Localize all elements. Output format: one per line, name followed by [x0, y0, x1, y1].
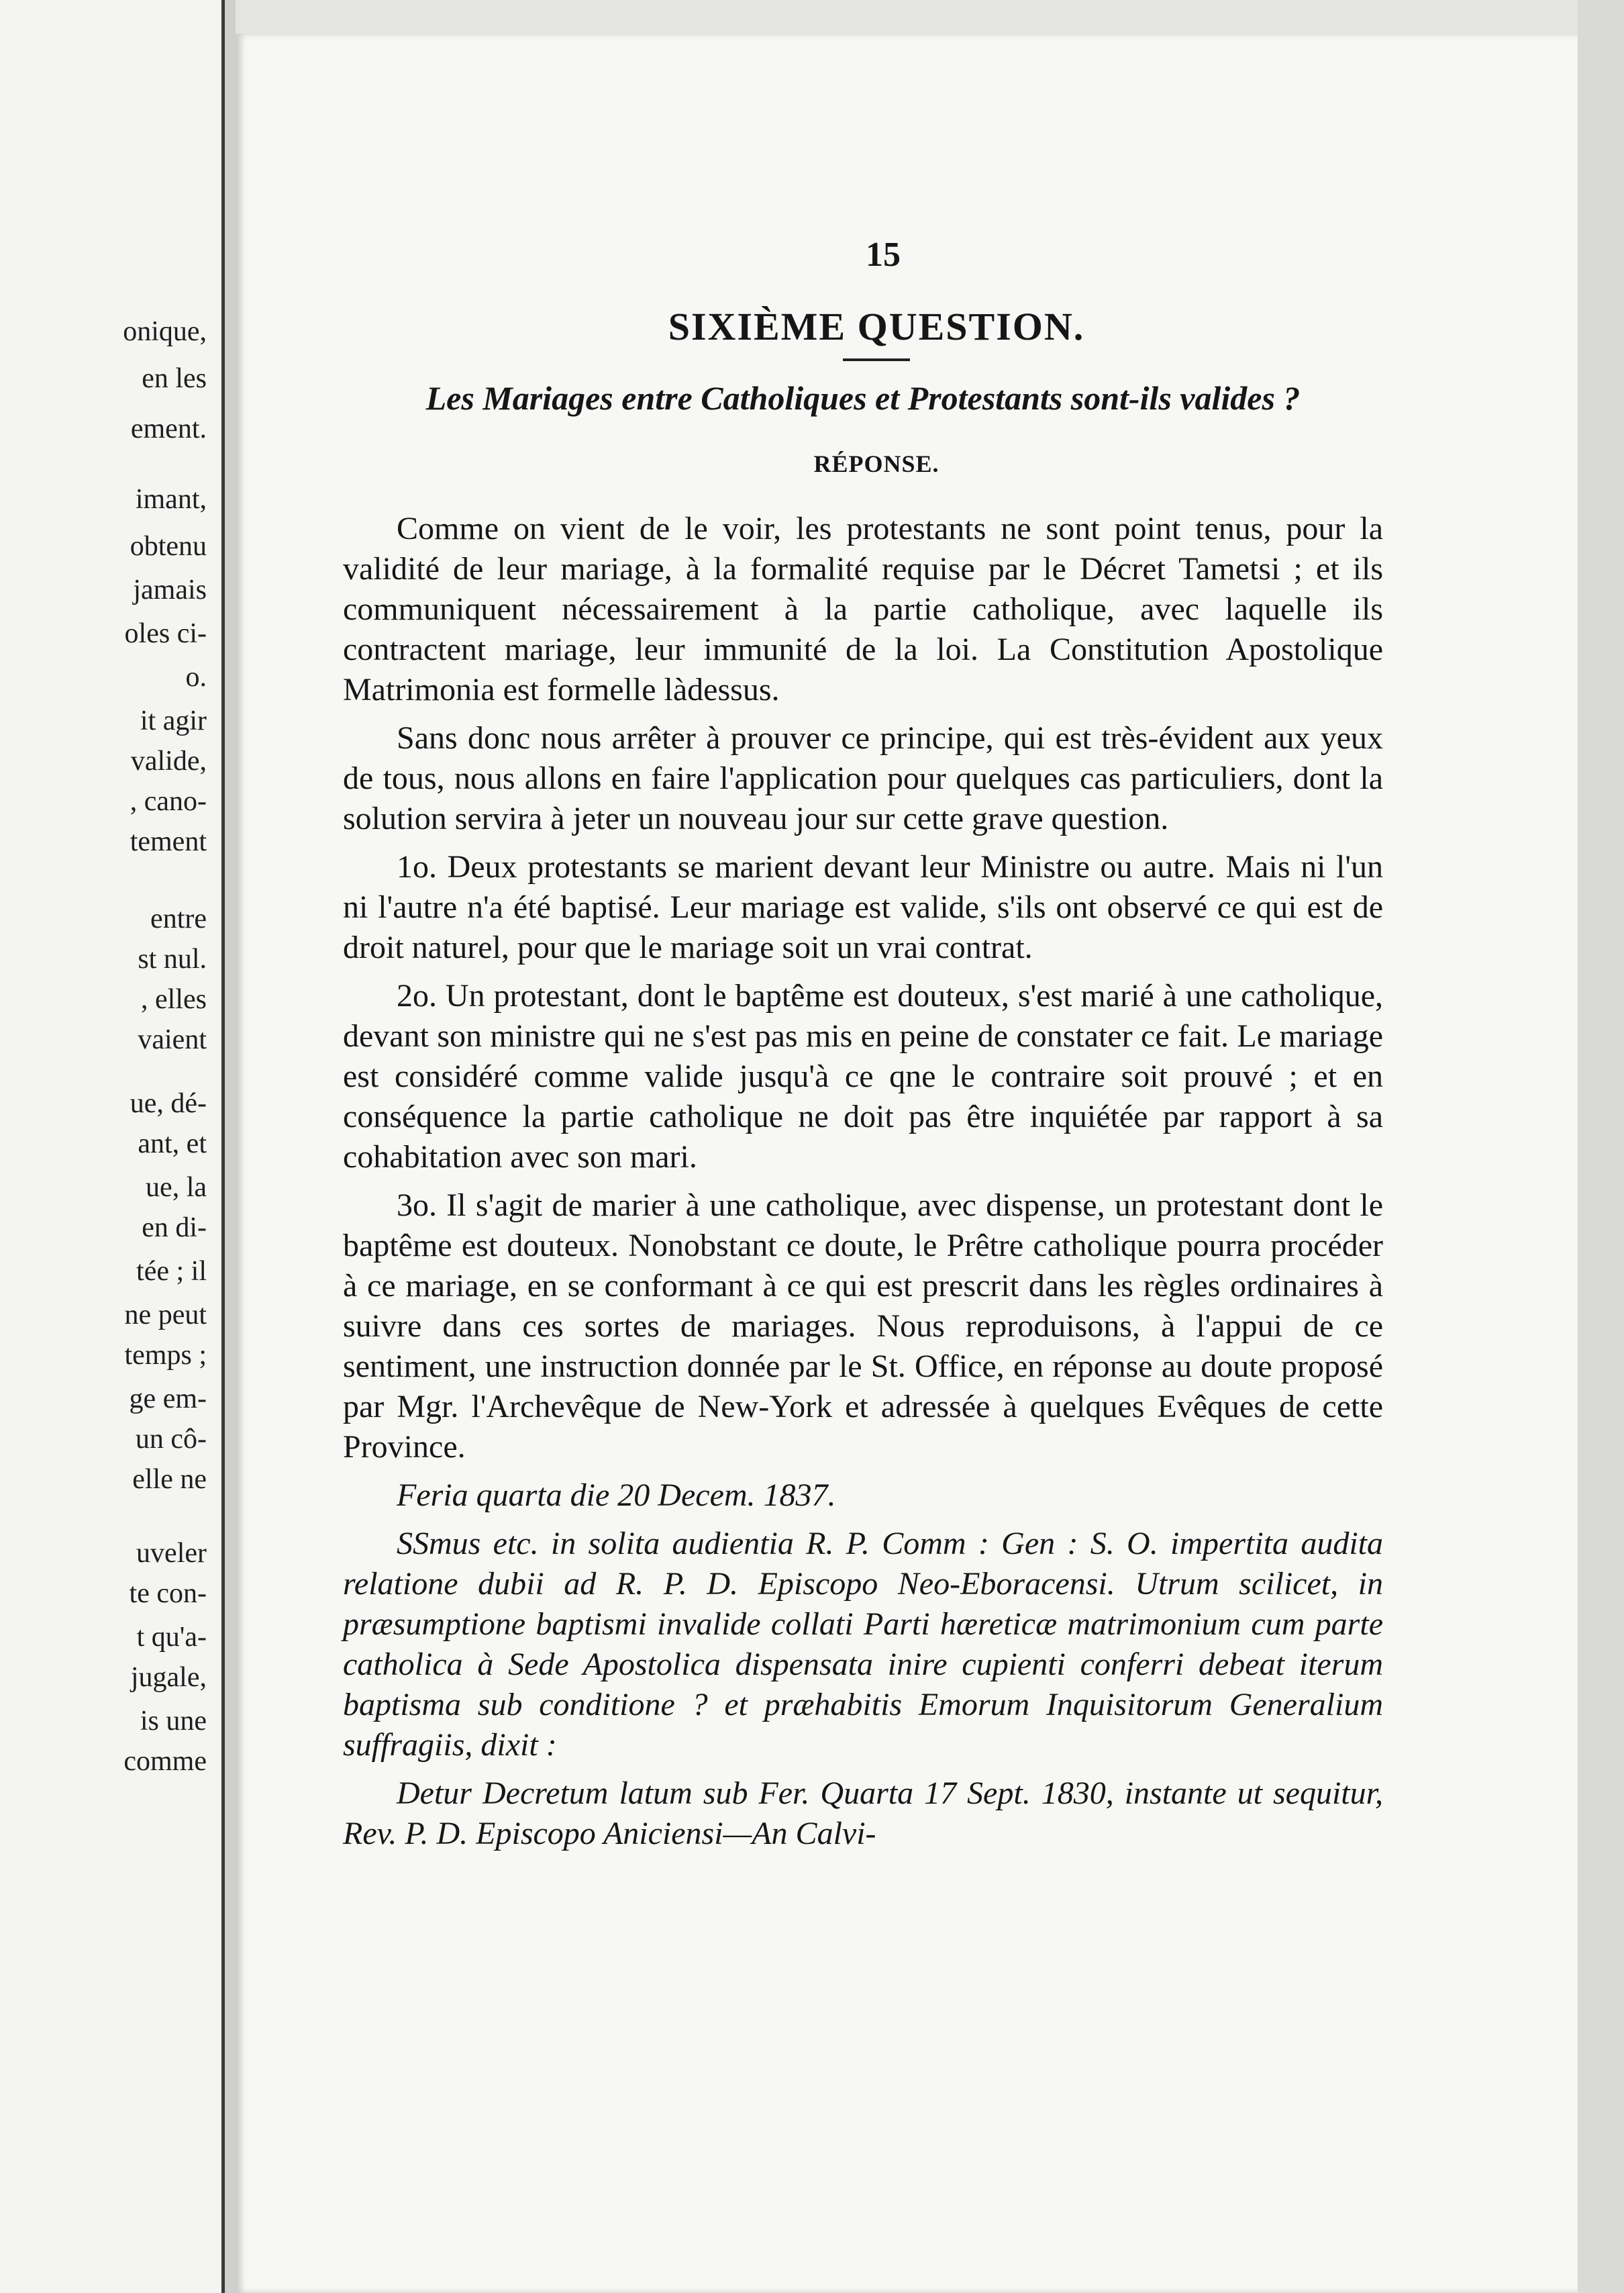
left-page-line-fragment: st nul.	[138, 944, 207, 975]
left-page-line-fragment: ue, la	[146, 1172, 207, 1203]
right-page	[236, 34, 1578, 2293]
question-subtitle: Les Mariages entre Catholiques et Protestants sont-ils valides ?	[425, 379, 1301, 417]
left-page-line-fragment: it agir	[140, 705, 207, 736]
question-heading: SIXIÈME QUESTION.	[668, 305, 1085, 348]
left-page-margin	[0, 0, 225, 2293]
left-page-line-fragment: tée ; il	[136, 1256, 207, 1287]
left-page-line-fragment: jamais	[133, 575, 207, 605]
latin-date-line: Feria quarta die 20 Decem. 1837.	[397, 1477, 836, 1513]
left-page-line-fragment: jugale,	[130, 1662, 207, 1693]
book-gutter	[225, 0, 236, 2293]
left-page-line-fragment: ne peut	[124, 1300, 207, 1330]
left-page-line-fragment: onique,	[123, 316, 207, 347]
left-page-line-fragment: comme	[123, 1746, 207, 1777]
left-page-line-fragment: valide,	[130, 746, 207, 777]
left-page-line-fragment: , cano-	[130, 786, 207, 817]
page-edge	[1578, 0, 1624, 2293]
left-page-line-fragment: uveler	[136, 1538, 207, 1569]
paragraph-case-2: 2o. Un protestant, dont le baptême est douteux, s'est marié à une catholique, devant son ministre qui ne s'est pas mis en peine de constater ce fait. Le mariage est considéré comme valide jusqu'à ce qne le contraire soit prouvé ; et en conséquence la partie catholique ne doit pas être inquiétée par rapport à sa cohabitation avec son mari.	[343, 978, 1383, 1175]
left-page-line-fragment: ue, dé-	[130, 1088, 207, 1119]
reponse-heading: RÉPONSE.	[813, 450, 940, 477]
heading-rule	[843, 358, 910, 361]
paragraph-case-3: 3o. Il s'agit de marier à une catholique, avec dispense, un protestant dont le baptême est douteux. Nonobstant ce doute, le Prêtre catholique pourra procéder à ce mariage, en se conformant à ce qui est prescrit dans les règles ordinaires à suivre dans ces sortes de mariages. Nous reproduisons, à l'appui de ce sentiment, une instruction donnée par le St. Office, en réponse au doute proposé par Mgr. l'Archevêque de New-York et adressée à quelques Evêques de cette Province.	[343, 1187, 1383, 1465]
left-page-line-fragment: obtenu	[130, 531, 207, 562]
left-page-line-fragment: temps ;	[124, 1340, 207, 1371]
paragraph-case-1: 1o. Deux protestants se marient devant leur Ministre ou autre. Mais ni l'un ni l'autre n'a été baptisé. Leur mariage est valide, s'ils ont observé ce qui est de droit naturel, pour que le mariage soit un vrai contrat.	[343, 849, 1383, 965]
left-page-line-fragment: t qu'a-	[136, 1622, 207, 1653]
left-page-line-fragment: entre	[150, 904, 207, 934]
left-page-line-fragment: elle ne	[132, 1464, 207, 1495]
left-page-line-fragment: en les	[142, 363, 207, 394]
left-page-line-fragment: , elles	[141, 984, 207, 1015]
left-page-line-fragment: un cô-	[135, 1424, 207, 1455]
left-page-line-fragment: te con-	[129, 1578, 207, 1609]
left-page-line-fragment: ement.	[130, 413, 207, 444]
paragraph-principle: Sans donc nous arrêter à prouver ce principe, qui est très-évident aux yeux de tous, nous allons en faire l'application pour quelques cas particuliers, dont la solution servira à jeter un nouveau jour sur cette grave question.	[343, 720, 1383, 836]
left-page-line-fragment: ant, et	[138, 1128, 207, 1159]
page-content	[343, 235, 1383, 1862]
latin-decree-continuation: Detur Decretum latum sub Fer. Quarta 17 Sept. 1830, instante ut sequitur, Rev. P. D. Episcopo Aniciensi—An Calvi-	[343, 1775, 1383, 1851]
left-page-line-fragment: o.	[185, 662, 207, 693]
page-number: 15	[866, 236, 901, 274]
left-page-line-fragment: en di-	[142, 1212, 207, 1243]
left-page-line-fragment: ge em-	[129, 1383, 207, 1414]
left-page-line-fragment: oles ci-	[124, 618, 207, 649]
paragraph-intro: Comme on vient de le voir, les protestants ne sont point tenus, pour la validité de leur mariage, à la formalité requise par le Décret Tametsi ; et ils communiquent nécessairement à la partie catholique, avec laquelle ils contractent mariage, leur immunité de la loi. La Constitution Apostolique Matrimonia est formelle làdessus.	[343, 511, 1383, 708]
left-page-line-fragment: tement	[130, 826, 207, 857]
latin-decree-text: SSmus etc. in solita audientia R. P. Comm : Gen : S. O. impertita audita relatione dubii ad R. P. D. Episcopo Neo-Eboracensi. Utrum scilicet, in præsumptione baptismi invalide collati Parti hæreticæ matrimonium cum parte catholica à Sede Apostolica dispensata inire cupienti conferri debeat iterum baptisma sub conditione ? et præhabitis Emorum Inquisitorum Generalium suffragiis, dixit :	[343, 1526, 1383, 1763]
left-page-line-fragment: vaient	[138, 1024, 207, 1055]
left-page-line-fragment: is une	[140, 1706, 207, 1737]
left-page-line-fragment: imant,	[135, 484, 207, 515]
